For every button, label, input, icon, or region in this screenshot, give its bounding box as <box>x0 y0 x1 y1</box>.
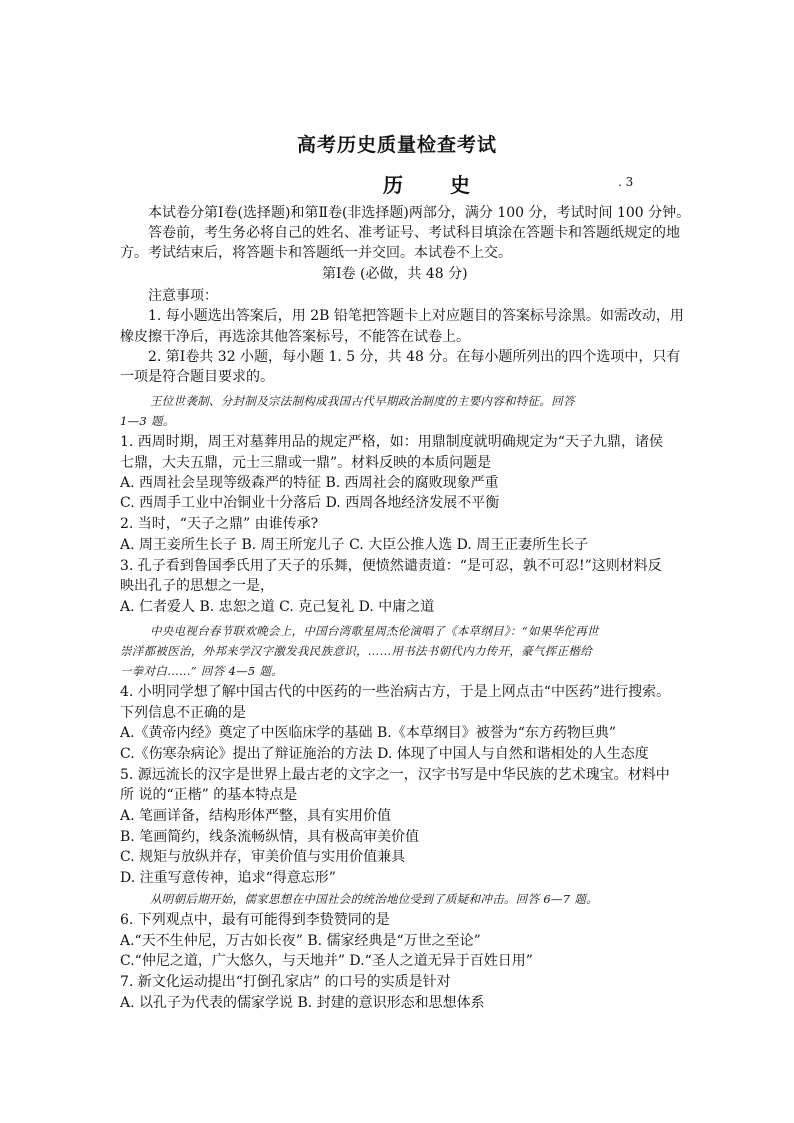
question-options: A. 周王妾所生长子 B. 周王所宠儿子 C. 大臣公推人选 D. 周王正妻所生长子 <box>120 537 589 553</box>
note-line: 1. 每小题选出答案后，用 2B 铅笔把答题卡上对应题目的答案标号涂黑。如需改动，用 <box>148 308 684 324</box>
question-option: A. 笔画详备，结构形体严整，具有实用价值 <box>120 808 392 824</box>
material-text: 崇洋都被医治，外邦来学汉字激发我民族意识，……用书法书朝代内力传开，豪气挥正楷给 <box>120 644 592 658</box>
question-options: C. 西周手工业中冶铜业十分落后 D. 西周各地经济发展不平衡 <box>120 495 500 511</box>
question-stem: 1. 西周时期，周王对墓葬用品的规定严格，如：用鼎制度就明确规定为“天子九鼎，诸侯 <box>120 434 663 450</box>
question-stem: 7. 新文化运动提出“打倒孔家店” 的口号的实质是针对 <box>120 974 451 990</box>
question-stem: 所 说的“正楷” 的基本特点是 <box>120 787 298 803</box>
question-options: A. 西周社会呈现等级森严的特征 B. 西周社会的腐败现象严重 <box>120 475 499 491</box>
note-line: 橡皮擦干净后，再选涂其他答案标号，不能答在试卷上。 <box>120 329 470 345</box>
question-stem: 4. 小明同学想了解中国古代的中医药的一些治病古方，于是上网点击“中医药”进行搜索。 <box>120 684 671 700</box>
note-line: 一项是符合题目要求的。 <box>120 369 274 385</box>
material-text: 一拳对白……” 回答 4—5 题。 <box>120 664 284 678</box>
question-stem: 七鼎，大夫五鼎，元士三鼎或一鼎”。材料反映的本质问题是 <box>120 455 492 471</box>
material-text: 1—3 题。 <box>120 414 175 428</box>
material-text: 从明朝后期开始，儒家思想在中国社会的统治地位受到了质疑和冲击。回答 6—7 题。 <box>150 892 598 906</box>
question-option: C. 规矩与放纵并存，审美价值与实用价值兼具 <box>120 849 406 865</box>
material-text: 王位世袭制、分封制及宗法制构成我国古代早期政治制度的主要内容和特征。回答 <box>150 394 575 408</box>
question-stem: 映出孔子的思想之一是， <box>120 578 274 594</box>
question-options: C.《伤寒杂病论》提出了辩证施治的方法 D. 体现了中国人与自然和谐相处的人生态度 <box>120 746 649 762</box>
section-heading: 第Ⅰ卷 (必做，共 48 分) <box>322 266 468 282</box>
exam-title: 高考历史质量检查考试 <box>296 134 497 156</box>
question-options: A. 仁者爱人 B. 忠恕之道 C. 克己复礼 D. 中庸之道 <box>120 599 435 615</box>
question-stem: 6. 下列观点中，最有可能得到李贽赞同的是 <box>120 912 390 928</box>
question-stem: 5. 源远流长的汉字是世界上最古老的文字之一，汉字书写是中华民族的艺术瑰宝。材料中 <box>120 767 670 783</box>
question-stem: 下列信息不正确的是 <box>120 705 246 721</box>
intro-line: 本试卷分第Ⅰ卷(选择题)和第Ⅱ卷(非选择题)两部分，满分 100 分，考试时间 100 分钟。 <box>148 205 691 221</box>
intro-line: 答卷前，考生务必将自己的姓名、准考证号、考试科目填涂在答题卡和答题纸规定的地 <box>148 225 680 241</box>
question-option: B. 笔画简约，线条流畅纵情，具有极高审美价值 <box>120 829 420 845</box>
question-options: C.“仲尼之道，广大悠久，与天地并” D.“圣人之道无异于百姓日用” <box>120 953 533 969</box>
page-mark: . 3 <box>618 175 634 189</box>
subject-heading: 历 史 <box>383 173 490 197</box>
question-option: D. 注重写意传神，追求“得意忘形” <box>120 870 336 886</box>
question-options: A.《黄帝内经》奠定了中医临床学的基础 B.《本草纲目》被誉为“东方药物巨典” <box>120 725 617 741</box>
notes-label: 注意事项： <box>148 288 218 304</box>
intro-line: 方。考试结束后，将答题卡和答题纸一并交回。本试卷不上交。 <box>120 245 512 261</box>
material-text: 中央电视台春节联欢晚会上，中国台湾歌星周杰伦演唱了《本草纲目》：“如果华佗再世 <box>150 624 599 638</box>
question-options: A. 以孔子为代表的儒家学说 B. 封建的意识形态和思想体系 <box>120 995 485 1011</box>
note-line: 2. 第Ⅰ卷共 32 小题，每小题 1. 5 分，共 48 分。在每小题所列出的四个选项中，只有 <box>148 349 681 365</box>
question-stem: 3. 孔子看到鲁国季氏用了天子的乐舞，便愤然谴责道：“是可忍，孰不可忍!”这则材料反 <box>120 558 662 574</box>
question-stem: 2. 当时，“天子之鼎” 由谁传承? <box>120 516 319 532</box>
question-options: A.“天不生仲尼，万古如长夜” B. 儒家经典是“万世之至论” <box>120 933 481 949</box>
